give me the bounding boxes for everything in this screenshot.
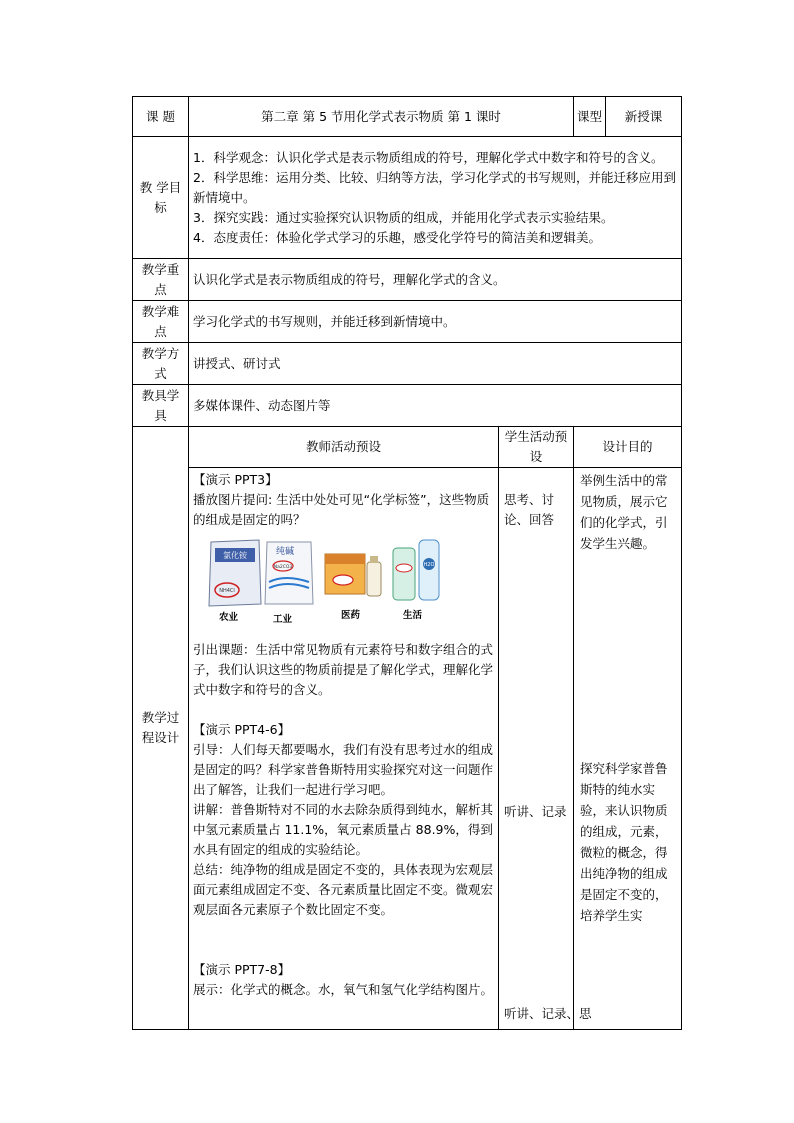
process-label: 教学过程设计	[133, 427, 189, 1030]
explain-text: 讲解：普鲁斯特对不同的水去除杂质得到纯水，解析其中氢元素质量占 11.1%，氧元素质量占 88.9%，得到水具有固定的组成的实验结论。	[193, 802, 494, 857]
type-value: 新授课	[606, 97, 682, 137]
student-header: 学生活动预设	[499, 427, 574, 468]
difficulties-label: 教学难点	[133, 301, 189, 343]
medicine-box-icon	[325, 554, 381, 596]
fertilizer-formula: NH4Cl	[219, 588, 235, 594]
type-label: 课型	[574, 97, 606, 137]
topic-value: 第二章 第 5 节用化学式表示物质 第 1 课时	[189, 97, 574, 137]
key-points-label: 教学重点	[133, 259, 189, 301]
chemical-labels-figure	[197, 534, 447, 626]
difficulties-text: 学习化学式的书写规则，并能迁移到新情境中。	[189, 301, 682, 343]
question-text: 播放图片提问: 生活中处处可见“化学标签”，这些物质的组成是固定的吗？	[193, 492, 490, 527]
soda-name: 纯碱	[275, 547, 295, 557]
purpose-header: 设计目的	[574, 427, 682, 468]
intro-text: 引出课题：生活中常见物质有元素符号和数字组合的式子，我们认识这些的物质前提是了解化学式，理解化学式中数字和符号的含义。	[193, 642, 494, 697]
demo-ppt7-8: 【演示 PPT7-8】	[193, 962, 291, 977]
tools-text: 多媒体课件、动态图片等	[189, 385, 682, 427]
goal-item: 1．科学观念：认识化学式是表示物质组成的符号，理解化学式中数字和符号的含义。	[193, 149, 664, 165]
fertilizer-bag-icon	[209, 540, 261, 606]
purpose-text: 探究科学家普鲁斯特的纯水实验，来认识物质的组成，元素，微粒的概念，得出纯净物的组成是固定不变的，培养学生实	[580, 761, 668, 923]
student-activity: 听讲、记录、思	[504, 1006, 592, 1021]
topic-label: 课 题	[133, 97, 189, 137]
goal-item: 4．态度责任：体验化学式学习的乐趣，感受化学符号的简洁美和逻辑美。	[193, 229, 601, 245]
summary-text: 总结：纯净物的组成是固定不变的，具体表现为宏观层面元素组成固定不变、各元素质量比固定不变。微观宏观层面各元素原子个数比固定不变。	[193, 862, 494, 917]
fertilizer-name: 氯化铵	[223, 551, 247, 560]
soda-formula: Na2CO3	[273, 565, 293, 570]
demo-ppt4-6: 【演示 PPT4-6】	[193, 722, 291, 737]
goals-label: 教 学目标	[133, 137, 189, 259]
guide-text: 引导：人们每天都要喝水，我们有没有思考过水的组成是固定的吗？科学家普鲁斯特用实验探究对这一问题作出了解答，让我们一起进行学习吧。	[193, 742, 494, 797]
methods-text: 讲授式、研讨式	[189, 343, 682, 385]
label-daily-life: 生活	[403, 610, 423, 621]
tools-label: 教具学具	[133, 385, 189, 427]
teacher-header: 教师活动预设	[189, 427, 499, 468]
goals-list	[189, 137, 682, 259]
teacher-activities	[189, 468, 499, 1030]
design-purposes	[574, 468, 682, 1030]
daily-products-icon	[393, 540, 439, 600]
goal-item: 3．探究实践：通过实验探究认识物质的组成，并能用化学式表示实验结果。	[193, 209, 614, 225]
label-medicine: 医药	[341, 610, 361, 621]
lesson-plan-table	[132, 96, 682, 1030]
label-industry: 工业	[273, 614, 293, 625]
student-activities	[499, 468, 592, 1030]
purpose-text: 举例生活中的常见物质，展示它们的化学式，引发学生兴趣。	[580, 473, 668, 551]
soda-bag-icon	[265, 542, 313, 604]
water-formula: H2O	[423, 562, 435, 568]
student-activity: 思考、讨论、回答	[504, 492, 555, 527]
goal-item: 2．科学思维：运用分类、比较、归纳等方法，学习化学式的书写规则，并能迁移应用到新情境中。	[193, 169, 676, 205]
student-activity: 听讲、记录	[504, 804, 567, 819]
key-points-text: 认识化学式是表示物质组成的符号，理解化学式的含义。	[189, 259, 682, 301]
show-text: 展示：化学式的概念。水，氧气和氢气化学结构图片。	[193, 982, 494, 997]
methods-label: 教学方式	[133, 343, 189, 385]
demo-ppt3: 【演示 PPT3】	[193, 472, 278, 487]
label-agriculture: 农业	[219, 612, 239, 623]
